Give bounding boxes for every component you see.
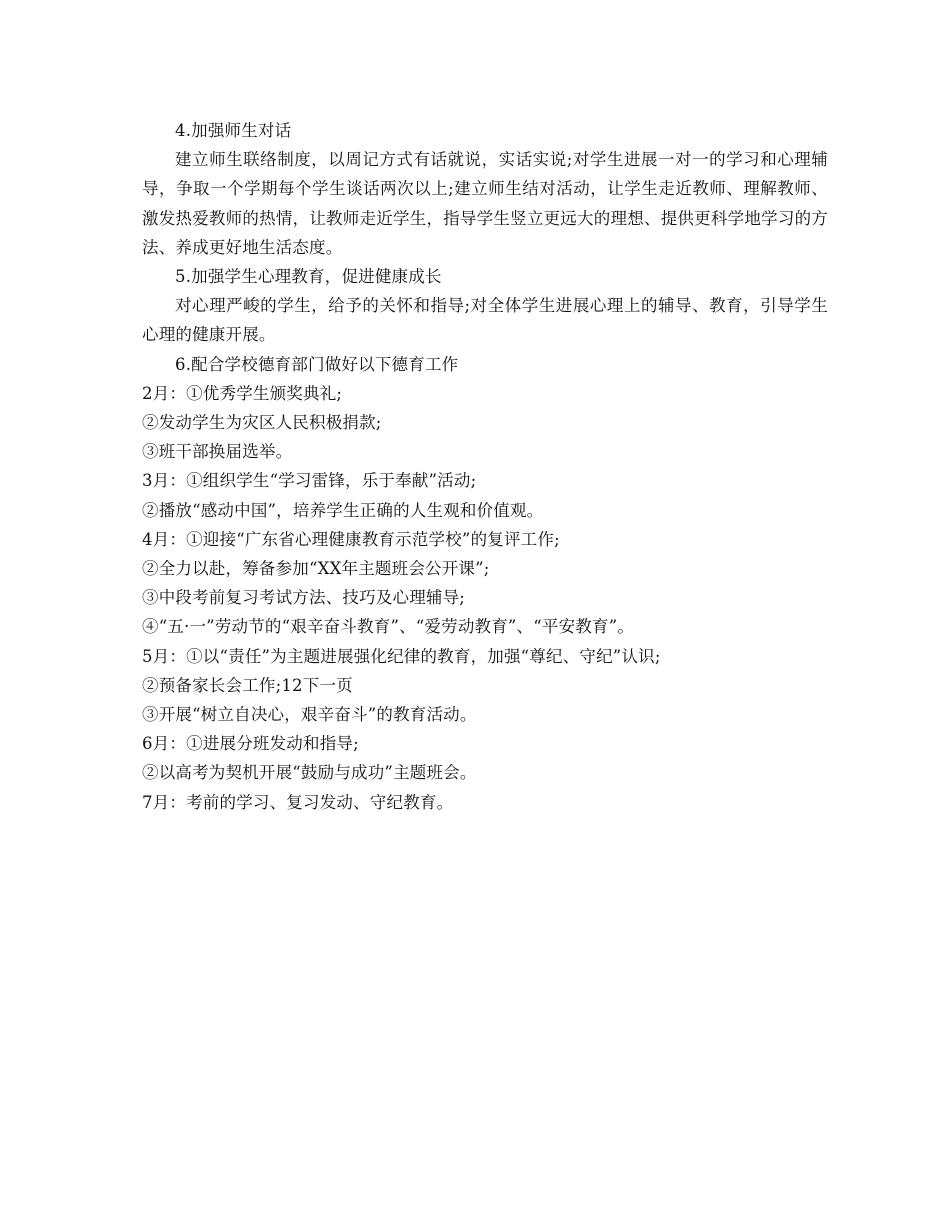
section-5-heading: 5.加强学生心理教育，促进健康成长 [175,267,442,287]
section-4-body: 建立师生联络制度，以周记方式有话就说，实话实说;对学生进展一对一的学习和心理辅导，争取一个学期每个学生谈话两次以上;建立师生结对活动，让学生走近教师、理解教师、激发热爱教师的热情，让教师走近学生，指导学生竖立更远大的理想、提供更科学地学习的方法、养成更好地生活态度。 [142,150,828,257]
list-item: ②以高考为契机开展“鼓励与成功”主题班会。 [142,763,477,783]
list-item: 2月：①优秀学生颁奖典礼; [142,383,343,403]
section-6-heading: 6.配合学校德育部门做好以下德育工作 [175,354,459,374]
list-item: ③开展“树立自决心，艰辛奋斗”的教育活动。 [142,705,477,725]
list-item: ②发动学生为灾区人民积极捐款; [142,413,382,433]
list-item: ②预备家长会工作;12下一页 [142,675,353,695]
document-content [142,116,828,817]
list-item: 6月：①进展分班发动和指导; [142,734,359,754]
list-item: ④“五·一”劳动节的“艰辛奋斗教育”、“爱劳动教育”、“平安教育”。 [142,617,635,637]
list-item: ③中段考前复习考试方法、技巧及心理辅导; [142,588,466,608]
list-item: 7月：考前的学习、复习发动、守纪教育。 [142,792,454,812]
list-item: 3月：①组织学生“学习雷锋，乐于奉献”活动; [142,471,477,491]
list-item: ③班干部换届选举。 [142,442,293,462]
list-item: 4月：①迎接“广东省心理健康教育示范学校”的复评工作; [142,529,560,549]
section-5-body: 对心理严峻的学生，给予的关怀和指导;对全体学生进展心理上的辅导、教育，引导学生心理的健康开展。 [142,296,828,345]
section-4-heading: 4.加强师生对话 [175,121,292,140]
list-item: ②播放“感动中国”，培养学生正确的人生观和价值观。 [142,500,544,520]
list-item: ②全力以赴，筹备参加“XX年主题班会公开课”; [142,559,490,579]
list-item: 5月：①以“责任”为主题进展强化纪律的教育，加强“尊纪、守纪”认识; [142,646,661,666]
